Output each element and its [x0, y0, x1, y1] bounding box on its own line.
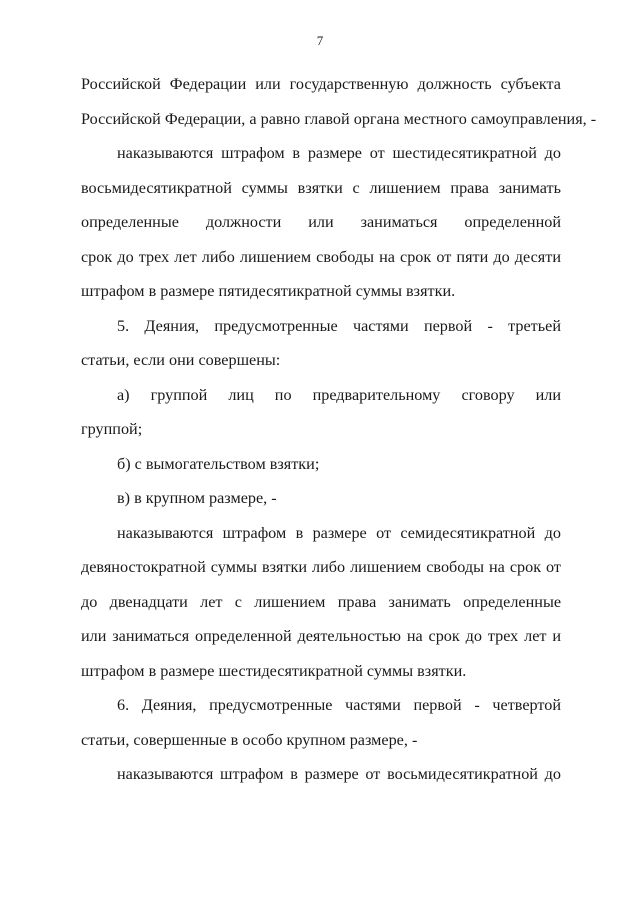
text-line: наказываются штрафом в размере от восьмидесятикратной до — [117, 765, 561, 783]
text-line: Российской Федерации, а равно главой органа местного самоуправления, - — [81, 109, 597, 128]
text-line: до двенадцати лет с лишением права занимать определенные — [81, 592, 561, 611]
text-line: 5. Деяния, предусмотренные частями первой - третьей — [117, 316, 561, 335]
text-line: б) с вымогательством взятки; — [117, 454, 320, 473]
text-line: Российской Федерации или государственную должность субъекта — [81, 75, 561, 93]
text-line: группой; — [81, 420, 143, 438]
text-line: или заниматься определенной деятельностью на срок до трех лет и — [81, 627, 561, 645]
text-line: 6. Деяния, предусмотренные частями первой - четвертой — [117, 696, 561, 714]
page-number: 7 — [316, 33, 324, 48]
text-line: штрафом в размере пятидесятикратной суммы взятки. — [81, 282, 456, 300]
text-line: штрафом в размере шестидесятикратной суммы взятки. — [81, 661, 467, 680]
text-line: срок до трех лет либо лишением свободы на срок от пяти до десяти — [81, 247, 561, 266]
text-line: восьмидесятикратной суммы взятки с лишением права занимать — [81, 178, 561, 197]
text-line: определенные должности или заниматься определенной — [81, 213, 561, 231]
text-line: девяностократной суммы взятки либо лишением свободы на срок от — [81, 558, 561, 576]
text-line: наказываются штрафом в размере от семидесятикратной до — [117, 523, 561, 542]
text-line: наказываются штрафом в размере от шестидесятикратной до — [117, 144, 561, 162]
text-line: а) группой лиц по предварительному сговору или — [117, 385, 561, 404]
text-line: статьи, совершенные в особо крупном размере, - — [81, 730, 418, 749]
text-line: статьи, если они совершены: — [81, 351, 281, 369]
document-body — [81, 67, 597, 792]
text-line: в) в крупном размере, - — [117, 489, 277, 507]
